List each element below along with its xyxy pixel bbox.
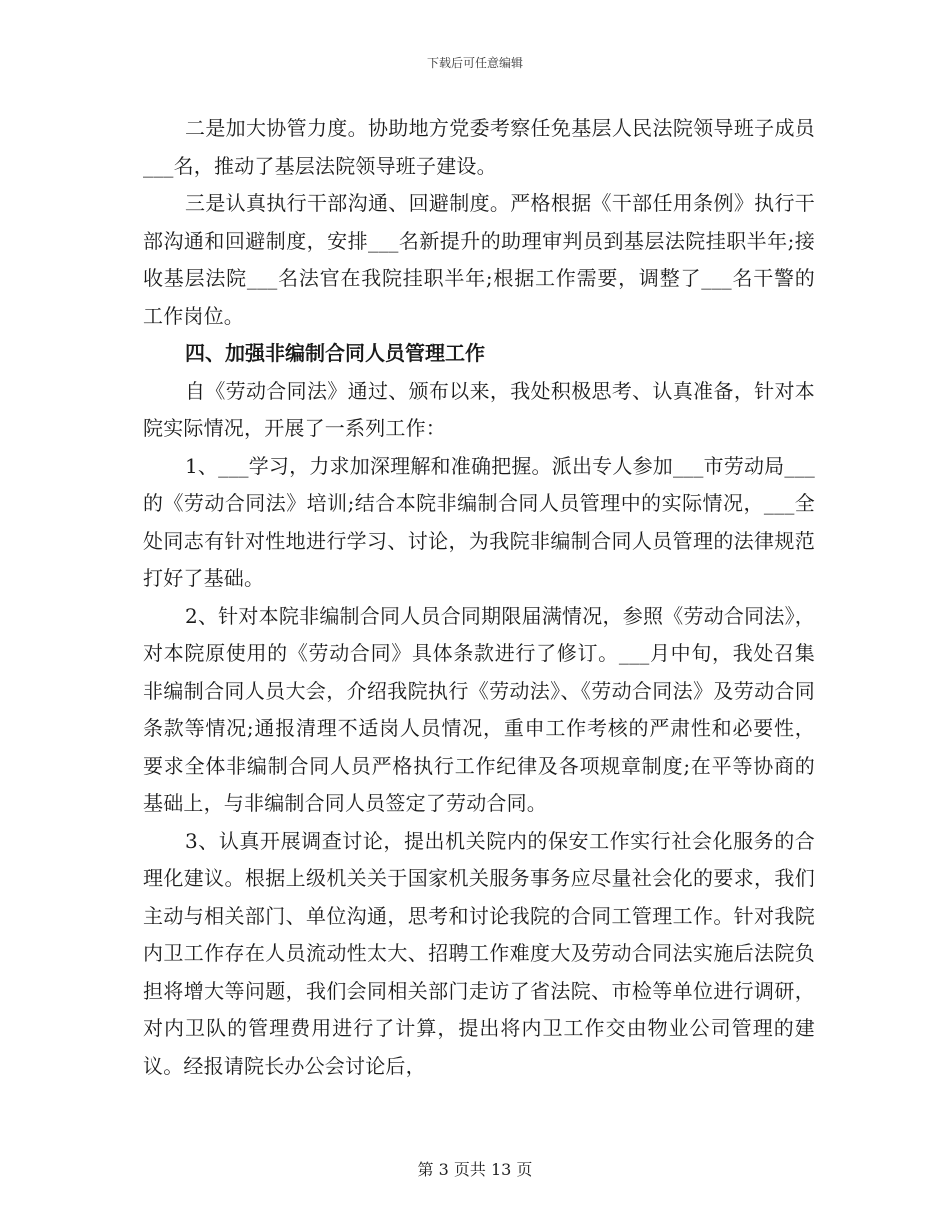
section-heading: 四、加强非编制合同人员管理工作 (185, 341, 485, 365)
document-body (143, 110, 815, 1085)
paragraph-rotation: 三是认真执行干部沟通、回避制度。严格根据《干部任用条例》执行干部沟通和回避制度，安排___名新提升的助理审判员到基层法院挂职半年;接收基层法院___名法官在我院挂职半年;根据工作需要，调整了___名干警的工作岗位。 (143, 191, 815, 328)
page-header: 下载后可任意编辑 (426, 56, 523, 70)
paragraph-item-1: 1、___学习，力求加深理解和准确把握。派出专人参加___市劳动局___的《劳动合同法》培训;结合本院非编制合同人员管理中的实际情况，___全处同志有针对性地进行学习、讨论，为我院非编制合同人员管理的法律规范打好了基础。 (143, 453, 815, 590)
paragraph-item-2: 2、针对本院非编制合同人员合同期限届满情况，参照《劳动合同法》，对本院原使用的《劳动合同》具体条款进行了修订。___月中旬，我处召集非编制合同人员大会，介绍我院执行《劳动法》、《劳动合同法》及劳动合同条款等情况;通报清理不适岗人员情况，重申工作考核的严肃性和必要性，要求全体非编制合同人员严格执行工作纪律及各项规章制度;在平等协商的基础上，与非编制合同人员签定了劳动合同。 (143, 603, 815, 815)
paragraph-intro: 自《劳动合同法》通过、颁布以来，我处积极思考、认真准备，针对本院实际情况，开展了一系列工作： (143, 378, 815, 440)
page-footer: 第 3 页共 13 页 (417, 1160, 533, 1179)
paragraph-item-3: 3、认真开展调查讨论，提出机关院内的保安工作实行社会化服务的合理化建议。根据上级机关关于国家机关服务事务应尽量社会化的要求，我们主动与相关部门、单位沟通，思考和讨论我院的合同工管理工作。针对我院内卫工作存在人员流动性太大、招聘工作难度大及劳动合同法实施后法院负担将增大等问题，我们会同相关部门走访了省法院、市检等单位进行调研，对内卫队的管理费用进行了计算，提出将内卫工作交由物业公司管理的建议。经报请院长办公会讨论后， (143, 828, 815, 1078)
paragraph-leadership: 二是加大协管力度。协助地方党委考察任免基层人民法院领导班子成员___名，推动了基层法院领导班子建设。 (143, 116, 815, 178)
